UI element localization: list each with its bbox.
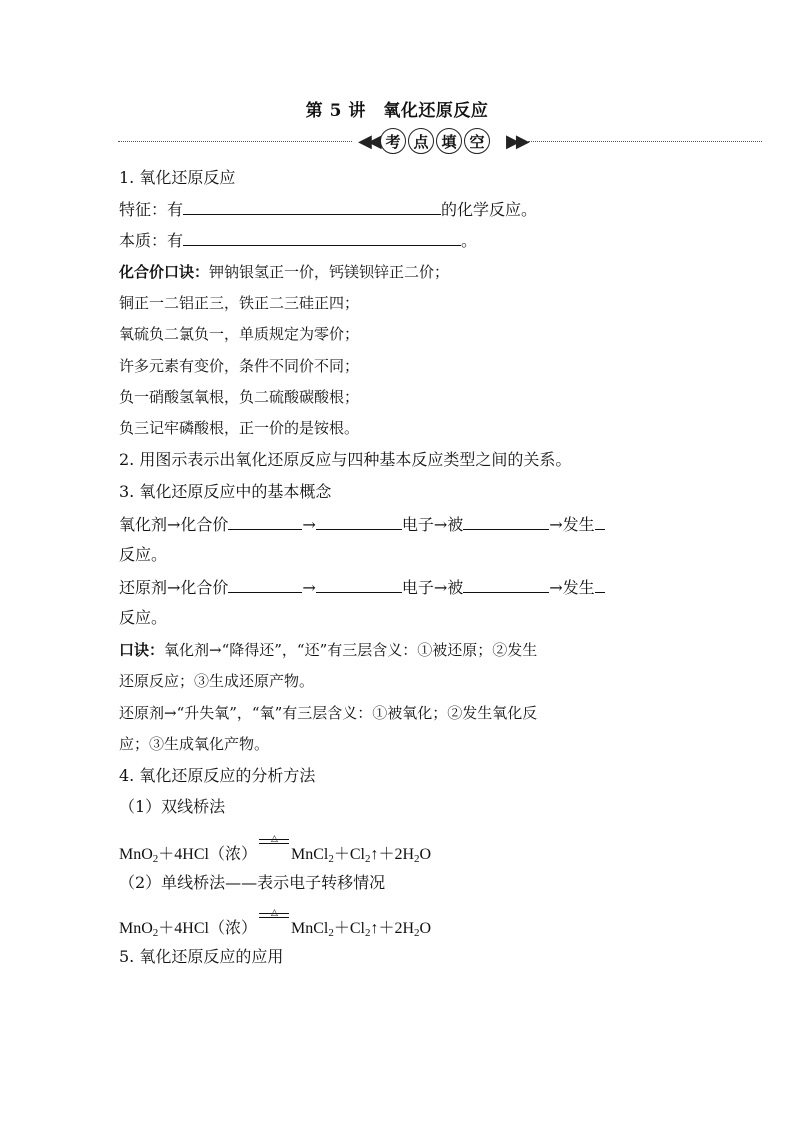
- section-heading-4: 4. 氧化还原反应的分析方法: [119, 766, 316, 785]
- subscript: 2: [152, 927, 159, 939]
- formula-part: MnCl: [290, 846, 329, 863]
- formula-part: ↑＋2H: [370, 920, 414, 937]
- valence-rhyme-line: [119, 262, 449, 282]
- electron-text: 电子→被: [401, 578, 464, 597]
- fill-blank[interactable]: [228, 514, 302, 530]
- subscript: 2: [328, 853, 334, 865]
- fill-blank[interactable]: [463, 514, 549, 530]
- subscript: 2: [414, 853, 420, 865]
- section-heading-3: 3. 氧化还原反应中的基本概念: [119, 482, 332, 501]
- formula-part: MnO: [119, 920, 153, 937]
- tip-text: 氧化剂→“降得还”，“还”有三层含义：①被还原；②发生: [164, 641, 538, 659]
- feature-label: 特征：有: [119, 200, 184, 219]
- subscript: 2: [414, 927, 420, 939]
- chemical-equation: [119, 834, 432, 865]
- formula-part: ↑＋2H: [370, 846, 414, 863]
- arrow-text: →: [302, 578, 316, 597]
- banner-char: 空: [464, 128, 490, 154]
- oxidant-label: 氧化剂→化合价: [119, 515, 229, 534]
- feature-line: [119, 199, 537, 220]
- occur-text: →发生: [549, 515, 595, 534]
- formula-part: O: [419, 846, 432, 863]
- oxidant-line-end: 反应。: [119, 545, 168, 564]
- formula-part: ＋Cl: [333, 846, 365, 863]
- fill-blank[interactable]: [183, 230, 461, 246]
- section-heading-2: 2. 用图示表示出氧化还原反应与四种基本反应类型之间的关系。: [119, 450, 572, 469]
- tip-label: 口诀：: [119, 641, 165, 659]
- valence-rhyme-label: 化合价口诀：: [119, 263, 210, 281]
- essence-suffix: 。: [461, 231, 478, 250]
- fill-blank[interactable]: [183, 199, 441, 215]
- section-banner: [118, 128, 762, 156]
- subscript: 2: [364, 927, 371, 939]
- section-heading-1: 1. 氧化还原反应: [119, 168, 236, 187]
- double-chevron-right-icon: ▶▶: [506, 131, 526, 152]
- essence-label: 本质：有: [119, 231, 184, 250]
- reductant-label: 还原剂→化合价: [119, 578, 229, 597]
- formula-part: MnO: [119, 846, 153, 863]
- equals-sign: [259, 913, 289, 918]
- occur-text: →发生: [549, 578, 595, 597]
- heating-condition: [257, 834, 291, 859]
- tip-line: [119, 640, 537, 660]
- valence-rhyme-text: 钾钠银氢正一价，钙镁钡锌正二价；: [209, 263, 450, 281]
- valence-rhyme-line: 负三记牢磷酸根，正一价的是铵根。: [119, 419, 360, 437]
- heat-triangle-icon: △: [270, 834, 278, 844]
- valence-rhyme-line: 铜正一二铝正三，铁正二三硅正四；: [119, 294, 360, 312]
- oxidant-line: [119, 514, 605, 535]
- reductant-line-end: 反应。: [119, 608, 168, 627]
- subscript: 2: [364, 853, 371, 865]
- fill-blank[interactable]: [595, 577, 605, 593]
- tip-line: 还原剂→“升失氧”，“氧”有三层含义：①被氧化；②发生氧化反: [119, 704, 538, 722]
- formula-part: ＋4HCl（浓）: [158, 920, 257, 937]
- formula-part: MnCl: [290, 920, 329, 937]
- tip-line: 还原反应；③生成还原产物。: [119, 672, 315, 690]
- formula-part: ＋4HCl（浓）: [158, 846, 257, 863]
- fill-blank[interactable]: [316, 514, 402, 530]
- essence-line: [119, 230, 477, 251]
- section-heading-5: 5. 氧化还原反应的应用: [119, 947, 284, 966]
- fill-blank[interactable]: [595, 514, 605, 530]
- subscript: 2: [328, 927, 334, 939]
- banner-dotted-line-right: [528, 141, 762, 142]
- formula-part: O: [419, 920, 432, 937]
- arrow-text: →: [302, 515, 316, 534]
- valence-rhyme-line: 氧硫负二氯负一，单质规定为零价；: [119, 325, 360, 343]
- reductant-line: [119, 577, 605, 598]
- fill-blank[interactable]: [463, 577, 549, 593]
- valence-rhyme-line: 许多元素有变价，条件不同价不同；: [119, 357, 360, 375]
- method-single-bridge: （2）单线桥法——表示电子转移情况: [119, 873, 386, 892]
- fill-blank[interactable]: [316, 577, 402, 593]
- feature-suffix: 的化学反应。: [441, 200, 538, 219]
- equals-sign: [259, 839, 289, 844]
- heat-triangle-icon: △: [270, 908, 278, 918]
- banner-char: 填: [436, 128, 462, 154]
- valence-rhyme-line: 负一硝酸氢氧根，负二硫酸碳酸根；: [119, 388, 360, 406]
- banner-dotted-line-left: [118, 141, 352, 142]
- banner-char: 考: [380, 128, 406, 154]
- double-chevron-left-icon: ◀◀: [358, 131, 378, 152]
- heating-condition: [257, 908, 291, 933]
- banner-char: 点: [408, 128, 434, 154]
- subscript: 2: [152, 853, 159, 865]
- formula-part: ＋Cl: [333, 920, 365, 937]
- banner-label: [380, 128, 490, 154]
- fill-blank[interactable]: [228, 577, 302, 593]
- chemical-equation: [119, 908, 432, 939]
- page-title: 第 5 讲 氧化还原反应: [305, 101, 489, 121]
- electron-text: 电子→被: [401, 515, 464, 534]
- method-double-bridge: （1）双线桥法: [119, 797, 226, 816]
- tip-line: 应；③生成氧化产物。: [119, 735, 270, 753]
